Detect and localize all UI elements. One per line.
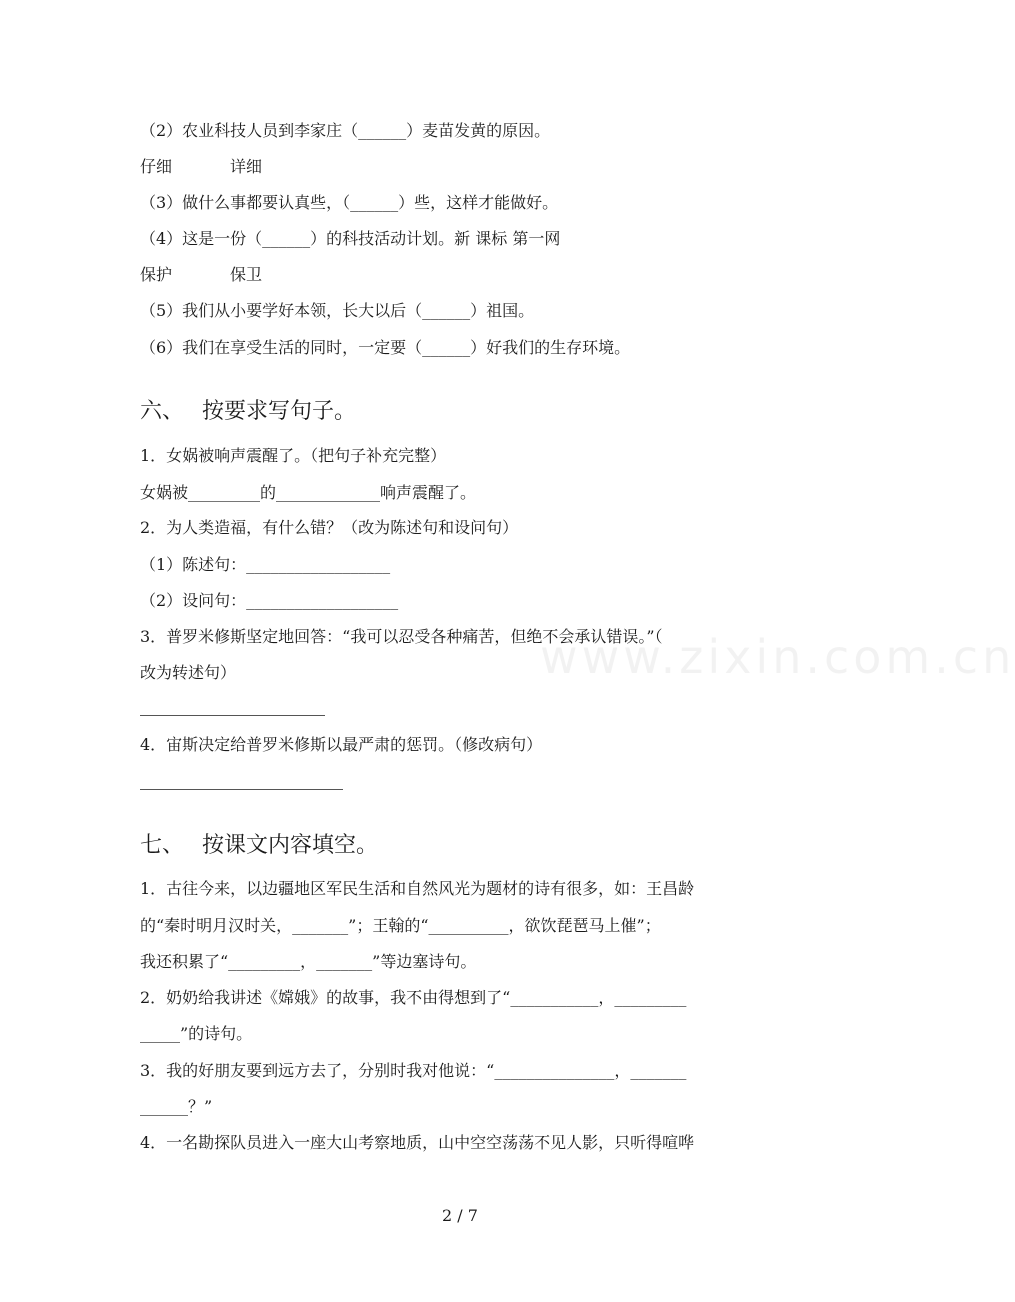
page-number: 2 / 7: [442, 1206, 478, 1225]
word-choice-row: [140, 265, 262, 285]
question-text: 1．古往今来，以边疆地区军民生活和自然风光为题材的诗有很多，如：王昌龄: [140, 879, 695, 898]
section-number: 六、: [140, 399, 185, 424]
answer-blank-line: [140, 715, 325, 716]
question-text: 改为转述句）: [140, 663, 237, 682]
answer-line: （2）设问句：___________________: [140, 591, 399, 610]
question-text: 4．宙斯决定给普罗米修斯以最严肃的惩罚。（修改病句）: [140, 735, 543, 754]
exercise-line: （5）我们从小要学好本领，长大以后（______）祖国。: [140, 301, 535, 320]
question-text: ______？”: [140, 1097, 213, 1116]
question-text: 2．奶奶给我讲述《嫦娥》的故事，我不由得想到了“___________，_________: [140, 988, 687, 1007]
question-text: 3．我的好朋友要到远方去了，分别时我对他说：“_______________，_______: [140, 1061, 687, 1080]
question-text: _____”的诗句。: [140, 1024, 253, 1043]
section-number: 七、: [140, 833, 185, 858]
section-title: 按要求写句子。: [202, 399, 357, 424]
word-option: 仔细: [140, 157, 173, 176]
question-text: 我还积累了“_________，_______”等边塞诗句。: [140, 952, 477, 971]
word-choice-row: [140, 157, 262, 177]
word-option: 详细: [230, 157, 263, 176]
word-option: 保卫: [230, 265, 263, 284]
question-text: 4．一名勘探队员进入一座大山考察地质，山中空空荡荡不见人影，只听得喧哗: [140, 1133, 695, 1152]
section-heading-7: [140, 832, 378, 860]
question-text: 3．普罗米修斯坚定地回答：“我可以忍受各种痛苦，但绝不会承认错误。”（: [140, 627, 663, 646]
exercise-line: （4）这是一份（______）的科技活动计划。新 课标 第一网: [140, 229, 561, 248]
section-heading-6: [140, 398, 356, 426]
answer-line: （1）陈述句：__________________: [140, 555, 391, 574]
exercise-line: （6）我们在享受生活的同时，一定要（______）好我们的生存环境。: [140, 338, 631, 357]
word-option: 保护: [140, 265, 173, 284]
exercise-line: （2）农业科技人员到李家庄（______）麦苗发黄的原因。: [140, 121, 551, 140]
answer-blank-line: [140, 789, 343, 790]
exercise-line: （3）做什么事都要认真些，（______）些，这样才能做好。: [140, 193, 559, 212]
section-title: 按课文内容填空。: [202, 833, 379, 858]
question-text: 1．女娲被响声震醒了。（把句子补充完整）: [140, 446, 447, 465]
question-text: 的“秦时明月汉时关，_______”；王翰的“__________，欲饮琵琶马上催”；: [140, 916, 661, 935]
question-text: 2．为人类造福，有什么错？（改为陈述句和设问句）: [140, 518, 519, 537]
answer-line: 女娲被_________的_____________响声震醒了。: [140, 483, 477, 502]
watermark: www.zixin.com.cn: [540, 630, 1015, 684]
